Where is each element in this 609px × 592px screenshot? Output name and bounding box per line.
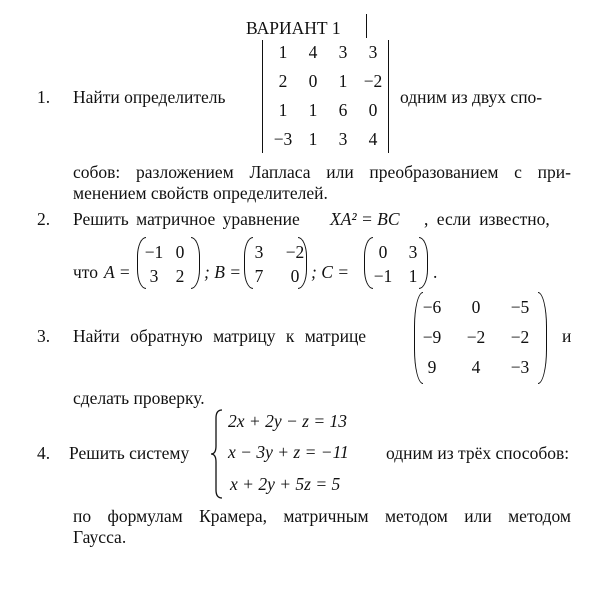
matrix-cell: 7 (254, 266, 264, 286)
task-number: 2. (37, 209, 51, 229)
period: . (433, 262, 438, 282)
task-text (73, 506, 571, 526)
matrix-cell: 4 (471, 357, 481, 377)
matrix-cell: 3 (368, 42, 378, 62)
matrix-cell: 2 (278, 71, 288, 91)
matrix-cell: 3 (408, 242, 418, 262)
determinant-bar-left (262, 40, 263, 153)
line: по формулам Крамера, матричным методом или методом (73, 506, 571, 526)
task-text: , если известно, (424, 209, 550, 229)
task-text: Гаусса. (73, 527, 127, 547)
matrix-cell: 3 (254, 242, 264, 262)
matrix-cell: 0 (175, 242, 185, 262)
matrix-cell: 0 (290, 266, 300, 286)
matrix-cell: 2 (175, 266, 185, 286)
matrix-cell: 0 (308, 71, 318, 91)
matrix-cell: 0 (471, 297, 481, 317)
matrix-cell: 6 (338, 100, 348, 120)
system-equation: x + 2y + 5z = 5 (230, 474, 341, 494)
matrix-a-label: A = (104, 262, 131, 282)
matrix-cell: 1 (308, 100, 318, 120)
matrix-cell: −1 (144, 242, 164, 262)
matrix-cell: −5 (510, 297, 530, 317)
matrix-cell: 4 (308, 42, 318, 62)
matrix-cell: 3 (338, 129, 348, 149)
matrix-cell: −3 (510, 357, 530, 377)
matrix-b-label: ; B = (204, 262, 242, 282)
task-text: Найти обратную матрицу к матрице (73, 326, 367, 346)
task-text: что (73, 262, 98, 282)
matrix-cell: 1 (338, 71, 348, 91)
task-text: Решить систему (69, 443, 190, 463)
task-number: 1. (37, 87, 51, 107)
matrix-cell: −2 (285, 242, 305, 262)
system-equation: 2x + 2y − z = 13 (228, 411, 348, 431)
task-text: Решить матричное уравнение (73, 209, 300, 229)
equation: XA² = BC (330, 209, 400, 229)
system-equation: x − 3y + z = −11 (228, 442, 349, 462)
matrix-cell: −1 (373, 266, 393, 286)
task-text: и (562, 326, 572, 346)
task-text: сделать проверку. (73, 388, 205, 408)
matrix-cell: 9 (427, 357, 437, 377)
determinant-bar-right (388, 40, 389, 153)
matrix-cell: −2 (510, 327, 530, 347)
matrix-cell: −3 (273, 129, 293, 149)
matrix-cell: −9 (422, 327, 442, 347)
matrix-cell: 1 (408, 266, 418, 286)
system-brace-icon (210, 408, 224, 500)
matrix-cell: 4 (368, 129, 378, 149)
task-text (73, 162, 571, 182)
right-parenthesis (538, 292, 547, 384)
matrix-cell: −2 (466, 327, 486, 347)
matrix-cell: 3 (149, 266, 159, 286)
matrix-cell: 0 (368, 100, 378, 120)
matrix-cell: 1 (278, 42, 288, 62)
matrix-cell: 1 (278, 100, 288, 120)
matrix-cell: 1 (308, 129, 318, 149)
title: ВАРИАНТ 1 (246, 18, 341, 38)
task-text: менением свойств определителей. (73, 183, 328, 203)
matrix-cell: 3 (338, 42, 348, 62)
matrix-c-label: ; C = (311, 262, 350, 282)
task-number: 4. (37, 443, 51, 463)
task-text: одним из двух спо- (400, 87, 543, 107)
task-number: 3. (37, 326, 51, 346)
matrix-cell: −2 (363, 71, 383, 91)
text-cursor (366, 14, 367, 38)
line: собов: разложением Лапласа или преобразованием с при- (73, 162, 571, 182)
task-text: одним из трёх способов: (386, 443, 570, 463)
task-text: Найти определитель (73, 87, 226, 107)
matrix-cell: 0 (378, 242, 388, 262)
matrix-cell: −6 (422, 297, 442, 317)
